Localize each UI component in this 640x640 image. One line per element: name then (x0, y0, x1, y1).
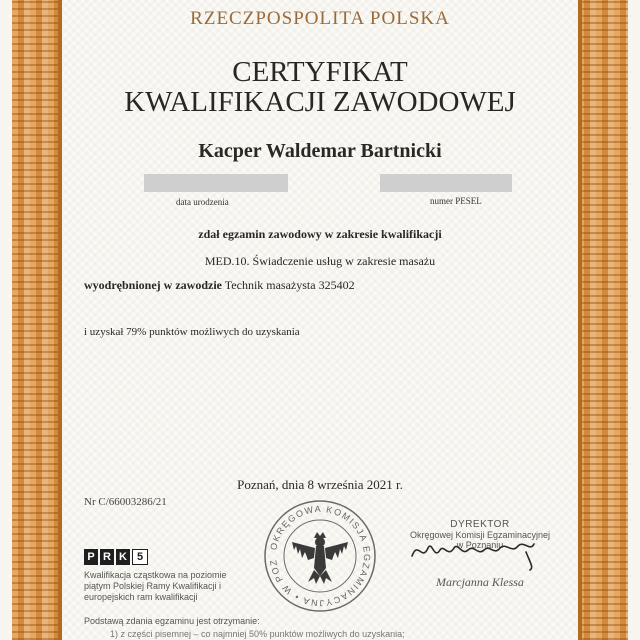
director-org-line1: Okręgowej Komisji Egzaminacyjnej (409, 530, 551, 540)
handwritten-signature (408, 532, 548, 577)
profession-label: wyodrębnionej w zawodzie (84, 278, 222, 292)
director-role: DYREKTOR (450, 519, 510, 530)
exam-passed-text: zdał egzamin zawodowy w zakresie kwalifikacji (198, 227, 442, 241)
prk-level: 5 (132, 549, 148, 565)
seal-text: OKRĘGOWA KOMISJA EGZAMINACYJNA • W POZ (267, 503, 373, 609)
prk-letter-k: K (116, 549, 130, 565)
footer-basis-item: 1) z części pisemnej – co najmniej 50% punktów możliwych do uzyskania; (110, 629, 405, 639)
prk-description: Kwalifikacja cząstkowa na poziomie piątym Polskiej Ramy Kwalifikacji i europejskich ram kwalifikacji (84, 570, 227, 602)
holder-name: Kacper Waldemar Bartnicki (198, 140, 442, 162)
eagle-seal-icon (262, 498, 378, 614)
official-seal (262, 498, 378, 619)
prk-letter-r: R (100, 549, 114, 565)
profession-line (84, 278, 355, 293)
director-name: Marcjanna Klessa (436, 575, 524, 589)
profession-value: Technik masażysta 325402 (224, 278, 355, 292)
certificate-title: CERTYFIKAT (232, 56, 408, 88)
issue-place-date: Poznań, dnia 8 września 2021 r. (237, 477, 403, 492)
redacted-pesel (380, 174, 512, 192)
country-heading: RZECZPOSPOLITA POLSKA (190, 8, 450, 29)
director-org-line2: w Poznaniu (456, 540, 504, 550)
pesel-label: numer PESEL (430, 196, 482, 206)
score-text: i uzyskał 79% punktów możliwych do uzyskania (84, 326, 300, 338)
birth-date-label: data urodzenia (176, 197, 229, 207)
prk-letter-p: P (84, 549, 98, 565)
footer-basis: Podstawą zdania egzaminu jest otrzymanie: (84, 616, 260, 626)
qualification-name: MED.10. Świadczenie usług w zakresie masażu (204, 254, 436, 268)
signature-icon (408, 532, 548, 572)
certificate-number: Nr C/66003286/21 (84, 496, 167, 508)
certificate-subtitle: KWALIFIKACJI ZAWODOWEJ (124, 86, 516, 118)
redacted-birth-date (144, 174, 288, 192)
prk-logo (84, 549, 148, 565)
